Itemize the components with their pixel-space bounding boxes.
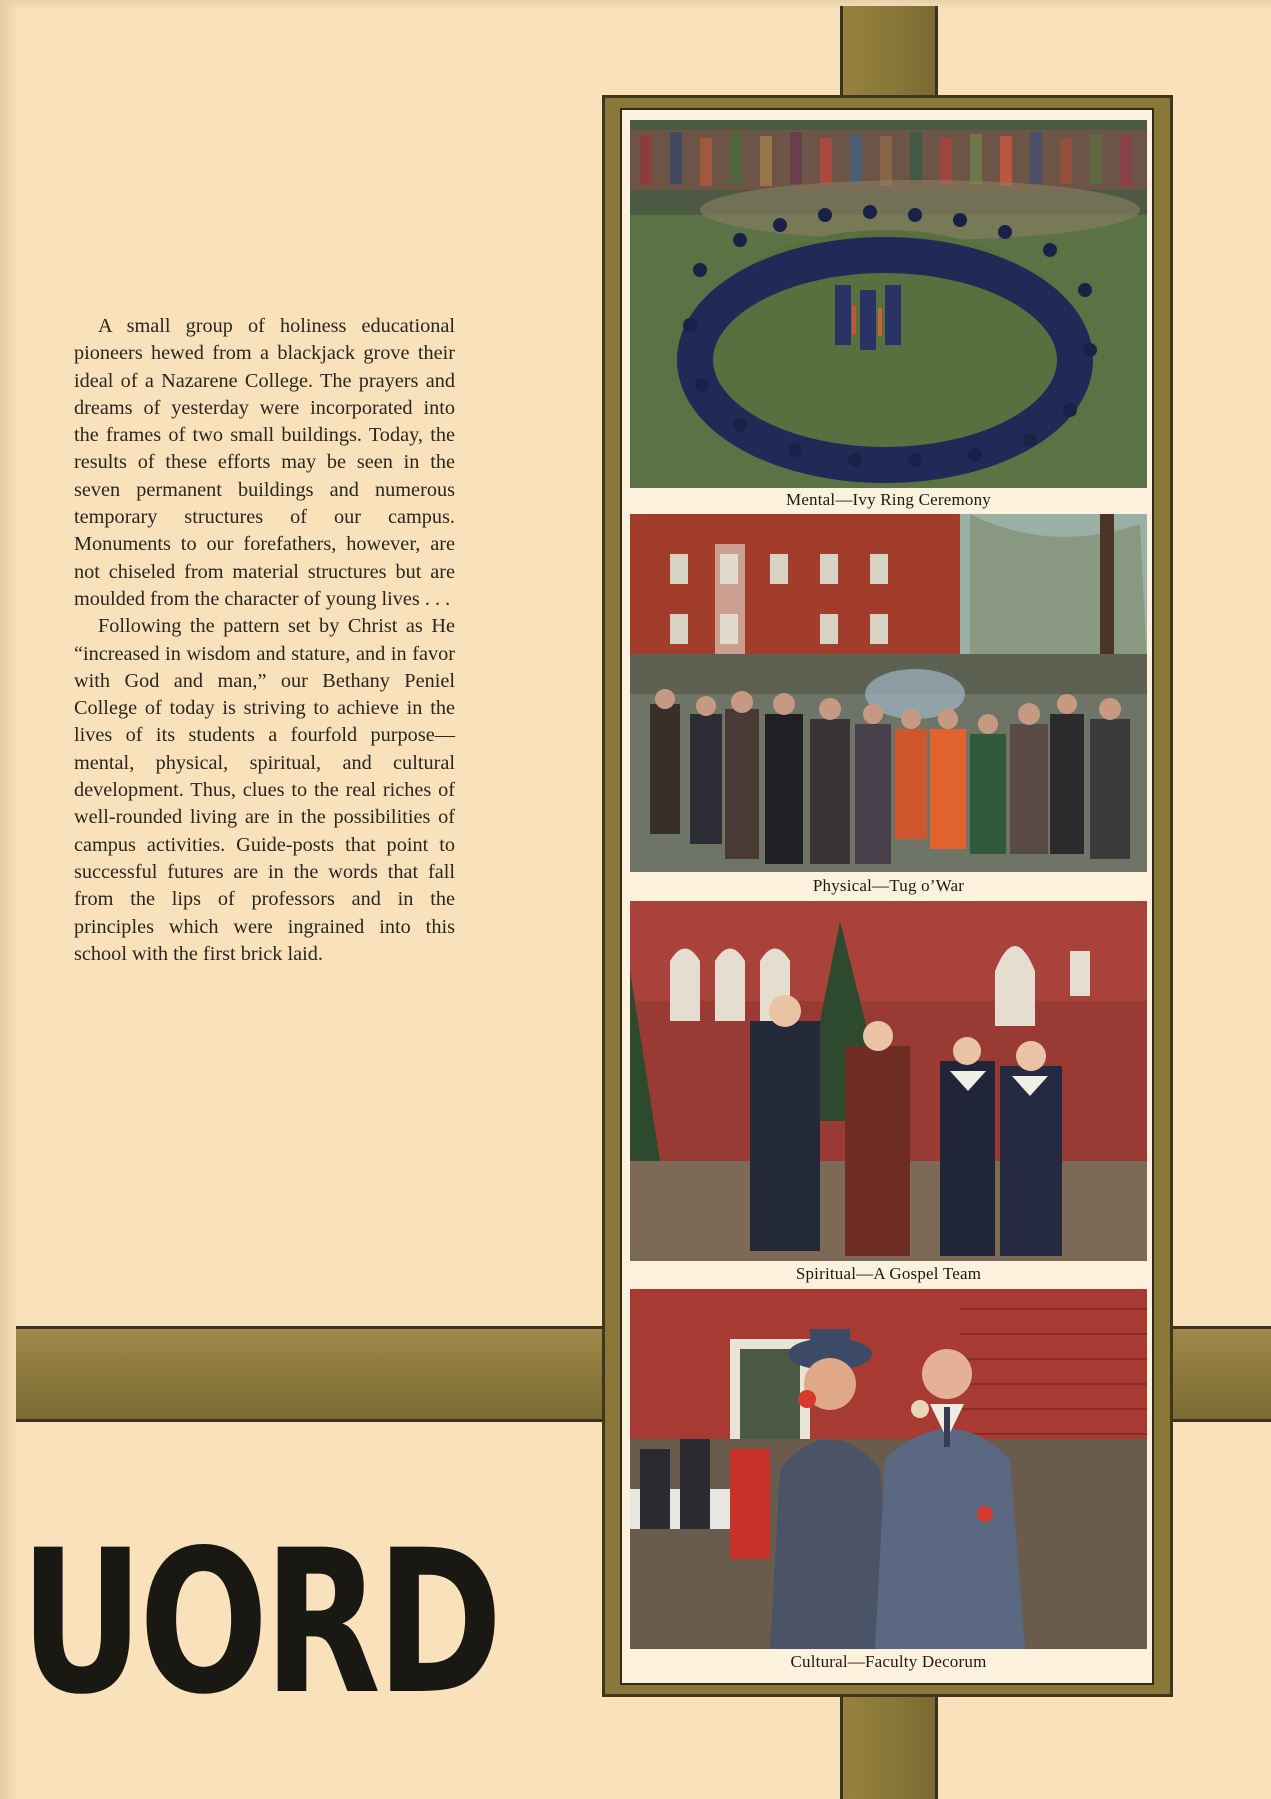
gold-band-bottom bbox=[842, 1694, 936, 1799]
photo-gospel-team bbox=[630, 901, 1147, 1261]
gold-band-left bbox=[16, 1328, 606, 1420]
intro-paragraph-1: A small group of holiness educational pioneers hewed from a blackjack grove their ideal of a Nazarene College. The prayers and dreams of yesterday were incorporated into the frames of two small buildings. Today, the results of these efforts may be seen in the seven permanent buildings and numerous temporary structures of our campus. Monuments to our forefathers, however, are not chiseled from material structures but are moulded from the character of young lives . . . bbox=[74, 315, 455, 610]
photo-ivy-ring-ceremony bbox=[630, 120, 1147, 488]
caption-mental: Mental—Ivy Ring Ceremony bbox=[786, 490, 991, 509]
title-fragment bbox=[20, 1507, 500, 1738]
caption-cultural: Cultural—Faculty Decorum bbox=[790, 1652, 987, 1671]
caption-spiritual: Spiritual—A Gospel Team bbox=[795, 1264, 982, 1283]
gold-band-top bbox=[842, 6, 936, 98]
caption-physical: Physical—Tug o’War bbox=[812, 876, 965, 895]
photo-faculty-decorum bbox=[630, 1289, 1147, 1649]
intro-paragraph-2: Following the pattern set by Christ as He “increased in wisdom and stature, and in favor with God and man,” our Bethany Peniel College of today is striving to achieve in the lives of its students a fourfold purpose—mental, physical, spiritual, and cultural development. Thus, clues to the real riches of well-rounded living are in the possibilities of campus activities. Guide-posts that point to successful futures are in the words that fall from the lips of professors and in the principles which were ingrained into this school with the first brick laid. bbox=[74, 615, 455, 965]
title-fragment-text: UORD bbox=[20, 1507, 498, 1738]
page-edge-shadow bbox=[0, 0, 18, 1799]
gold-band-right bbox=[1170, 1328, 1271, 1420]
page-top-edge bbox=[0, 0, 1271, 10]
intro-text bbox=[74, 313, 455, 968]
photo-tug-of-war bbox=[630, 514, 1147, 872]
